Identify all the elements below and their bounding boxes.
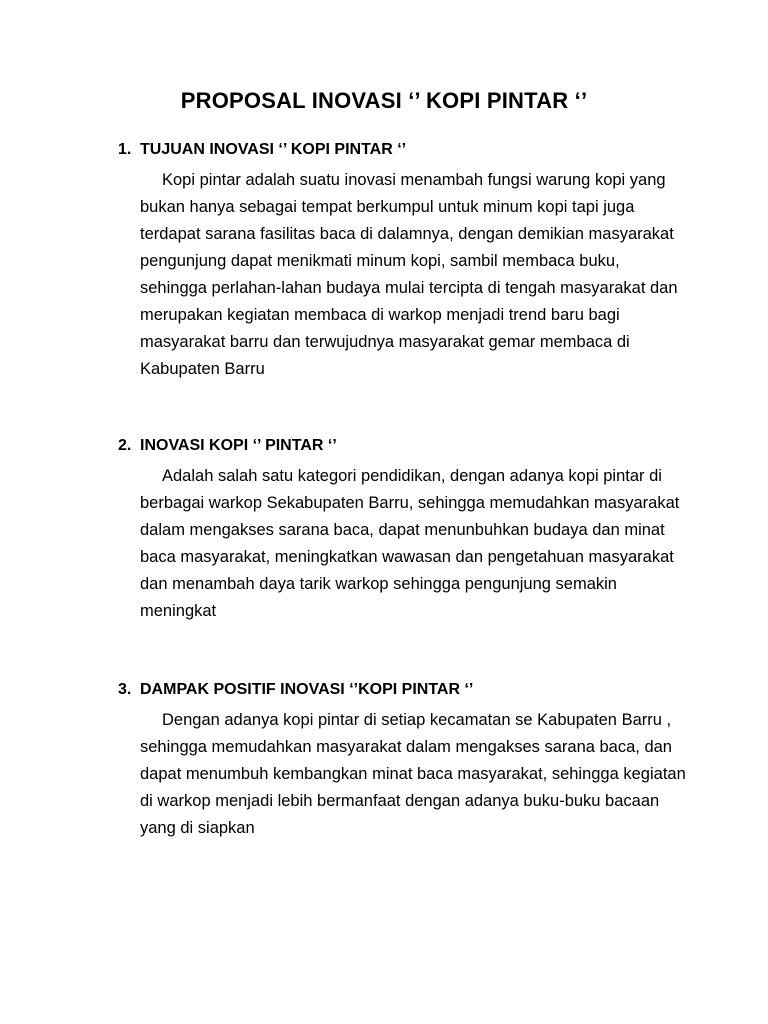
section-heading-text: INOVASI KOPI ‘’ PINTAR ‘’ (140, 437, 337, 454)
section-heading (118, 679, 688, 701)
section-dampak-positif (118, 679, 688, 842)
section-number: 1. (118, 141, 132, 158)
section-number: 2. (118, 437, 132, 454)
section-heading-text: DAMPAK POSITIF INOVASI ‘’KOPI PINTAR ‘’ (140, 681, 474, 698)
section-body: Kopi pintar adalah suatu inovasi menambah fungsi warung kopi yang bukan hanya sebagai tempat berkumpul untuk minum kopi tapi juga terdapat sarana fasilitas baca di dalamnya, dengan demikian masyarakat pengunjung dapat menikmati minum kopi, sambil membaca buku, sehingga perlahan-lahan budaya mulai tercipta di tengah masyarakat dan merupakan kegiatan membaca di warkop menjadi trend baru bagi masyarakat barru dan terwujudnya masyarakat gemar membaca di Kabupaten Barru (140, 171, 678, 378)
section-inovasi-kopi-pintar (118, 435, 688, 625)
section-body: Dengan adanya kopi pintar di setiap kecamatan se Kabupaten Barru , sehingga memudahkan masyarakat dalam mengakses sarana baca, dan dapat menumbuh kembangkan minat baca masyarakat, sehingga kegiatan di warkop menjadi lebih bermanfaat dengan adanya buku-buku bacaan yang di siapkan (140, 711, 686, 837)
section-body: Adalah salah satu kategori pendidikan, dengan adanya kopi pintar di berbagai warkop Sekabupaten Barru, sehingga memudahkan masyarakat dalam mengakses sarana baca, dapat menunbuhkan budaya dan minat baca masyarakat, meningkatkan wawasan dan pengetahuan masyarakat dan menambah daya tarik warkop sehingga pengunjung semakin meningkat (140, 467, 680, 620)
section-heading-text: TUJUAN INOVASI ‘’ KOPI PINTAR ‘’ (140, 141, 407, 158)
section-tujuan-inovasi (118, 139, 688, 383)
section-number: 3. (118, 681, 132, 698)
section-heading (118, 435, 688, 457)
section-heading (118, 139, 688, 161)
document-title: PROPOSAL INOVASI ‘’ KOPI PINTAR ‘’ (180, 88, 588, 113)
